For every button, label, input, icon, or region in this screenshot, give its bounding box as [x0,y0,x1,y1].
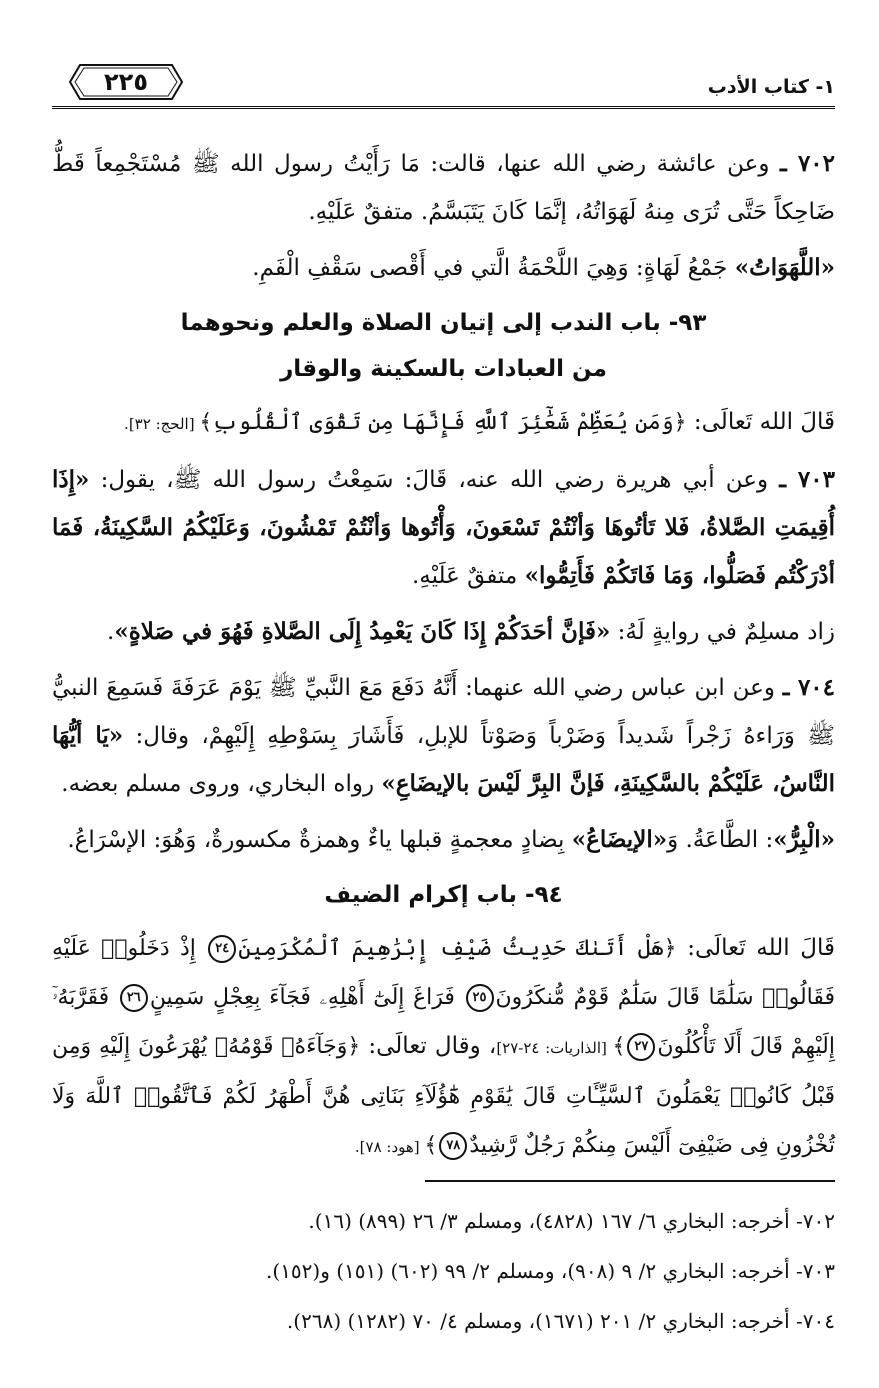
gloss-term: «اللَّهَوَاتُ» [734,254,835,281]
hadith-702 [52,140,835,236]
chapter-93-line-2: من العبادات بالسكينة والوقار [280,356,607,382]
hadith-number: ٧٠٣ ـ [779,466,835,493]
footnote-703: ٧٠٣- أخرجه: البخاري ٢/ ٩ (٩٠٨)، ومسلم ٢/ ٩٩ (٦٠٢) (١٥١) و(١٥٢). [266,1259,835,1283]
section-title: ١- كتاب الأدب [707,76,835,98]
hadith-703-muslim [52,608,835,656]
ayah-number-icon: ٢٦ [120,984,148,1012]
footnote-702: ٧٠٢- أخرجه: البخاري ٦/ ١٦٧ (٤٨٢٨)، ومسلم ٣/ ٢٦ (٨٩٩) (١٦). [308,1209,835,1233]
hadith-tail: متفقٌ عَلَيْهِ. [411,563,525,589]
gloss-term: «الْبِرُّ» [773,826,835,853]
chapter-93-heading [52,300,835,392]
hadith-text: وعن عائشة رضي الله عنها، قالت: مَا رَأَيْتُ رسول الله ﷺ مُسْتَجْمِعاً قَطُّ ضَاحِكاً حَتَّى تُرَى مِنهُ لَهَوَاتُهُ، إنَّمَا كَانَ يَتَبَسَّمُ. متفقٌ عَلَيْهِ. [52,151,835,225]
gloss-text: بِضادٍ معجمةٍ قبلها ياءٌ وهمزةٌ مكسورةٌ، وَهُوَ: الإسْرَاعُ. [67,827,572,853]
footnote-704: ٧٠٤- أخرجه: البخاري ٢/ ٢٠١ (١٦٧١)، ومسلم ٤/ ٧٠ (١٢٨٢) (٢٦٨). [286,1309,835,1333]
hadith-number: ٧٠٤ ـ [782,674,835,701]
hadith-intro: زاد مسلِمٌ في روايةٍ لَهُ: [610,619,835,645]
hadith-number: ٧٠٢ ـ [779,150,835,177]
quran-verse: ﴾ [612,1034,626,1059]
quran-verse: ﴾ [424,1133,438,1158]
header-rule [52,106,835,109]
hadith-quote: «يَا أيُّهَا النَّاسُ، عَلَيْكُمْ بالسَّكِينَةِ، فَإنَّ البِرَّ لَيْسَ بالإيضَاعِ» [52,722,835,797]
hadith-704-gloss [52,816,835,864]
chapter-94-verses [52,924,835,1171]
verse-intro: قَالَ الله تَعالَى: [686,409,835,435]
page-number-frame [66,62,186,102]
hadith-tail: . [107,619,115,645]
quran-verse: فَقَرَّبَهُۥٓ إِلَيْهِمْ قَالَ أَلَا تَأْكُلُونَ [52,985,835,1059]
page-number: ٢٢٥ [104,68,148,96]
hadith-intro: وعن أبي هريرة رضي الله عنه، قَالَ: سَمِعْتُ رسول الله ﷺ، يقول: [89,467,780,493]
ayah-number-icon: ٧٨ [439,1132,467,1160]
footnotes [52,1196,835,1346]
ayah-number-icon: ٢٥ [466,984,494,1012]
quran-verse: ﴿وَمَن يُعَظِّمْ شَعَٰٓئِرَ ٱللَّهِ فَإِنَّهَا مِن تَقْوَى ٱلْقُلُوبِ﴾ [199,410,687,435]
quran-verse: إِذْ دَخَلُوا۟ عَلَيْهِ فَقَالُوا۟ سَلَٰمًا قَالَ سَلَٰمٌ قَوْمٌ مُّنكَرُونَ [52,936,836,1010]
quran-verse: ﴿هَلْ أَتَىٰكَ حَدِيثُ ضَيْفِ إِبْرَٰهِيمَ ٱلْمُكْرَمِينَ [238,936,677,961]
footnote-separator [52,1180,835,1182]
hadith-tail: رواه البخاري، وروى مسلم بعضه. [61,771,382,797]
gloss-text: : الطَّاعَةُ. وَ [667,827,774,853]
verse-reference: [هود: ٧٨]. [354,1138,425,1156]
ayah-number-icon: ٢٧ [627,1033,655,1061]
hadith-quote: «فَإنَّ أحَدَكُمْ إِذَا كَانَ يَعْمِدُ إِلَى الصَّلاةِ فَهُوَ في صَلاةٍ» [114,618,611,645]
quran-verse: ﴿وَجَآءَهُۥ قَوْمُهُۥ يُهْرَعُونَ إِلَيْهِ وَمِن قَبْلُ كَانُوا۟ يَعْمَلُونَ ٱلسَّيِّـَٔاتِ قَالَ يَٰقَوْمِ هَٰٓؤُلَآءِ بَنَاتِى هُنَّ أَطْهَرُ لَكُمْ فَٱتَّقُوا۟ ٱللَّهَ وَلَا تُخْزُونِ فِى ضَيْفِىٓ أَلَيْسَ مِنكُمْ رَجُلٌ رَّشِيدٌ [52,1034,835,1158]
main-text [52,140,835,1179]
hadith-702-gloss [52,244,835,292]
gloss-term: «الإيضَاعُ» [571,826,668,853]
verse-intro: ، وقال تعالَى: [360,1033,497,1059]
page-header [52,62,835,104]
chapter-93-line-1: ٩٣- باب الندب إلى إتيان الصلاة والعلم ونحوهما [180,310,707,336]
chapter-93-verse [52,398,835,448]
ayah-number-icon: ٢٤ [208,935,236,963]
verse-intro: قَالَ الله تَعالَى: [676,935,836,961]
gloss-text: جَمْعُ لَهَاةٍ: وَهِيَ اللَّحْمَةُ الَّتي في أَقْصى سَقْفِ الْفَمِ. [252,255,735,281]
hadith-703 [52,456,835,600]
chapter-94-heading: ٩٤- باب إكرام الضيف [324,882,563,908]
hadith-704 [52,664,835,808]
hadith-intro: وعن ابن عباس رضي الله عنهما: أَنَّهُ دَفَعَ مَعَ النَّبيِّ ﷺ يَوْمَ عَرَفَةَ فَسَمِعَ النبيُّ ﷺ وَرَاءهُ زَجْراً شَديداً وَضَرْباً وَصَوْتاً للإبلِ، فَأَشَارَ بِسَوْطِهِ إِلَيْهِمْ، وقال: [52,675,835,749]
hadith-quote: «إِذَا أُقِيمَتِ الصَّلاةُ، فَلا تَأتُوهَا وَأنْتُمْ تَسْعَونَ، وَأْتُوها وَأنْتُمْ تَمْشُونَ، وَعَلَيْكُمُ السَّكِينَةُ، فَمَا أدْرَكْتُم فَصَلُّوا، وَمَا فَاتَكُمْ فَأَتِمُّوا» [52,466,835,589]
book-page [52,0,835,1388]
quran-verse: فَرَاغَ إِلَىٰٓ أَهْلِهِۦ فَجَآءَ بِعِجْلٍ سَمِينٍ [149,985,464,1010]
verse-reference: [الذاريات: ٢٤-٢٧] [496,1039,613,1057]
verse-reference: [الحج: ٣٢]. [124,415,200,433]
